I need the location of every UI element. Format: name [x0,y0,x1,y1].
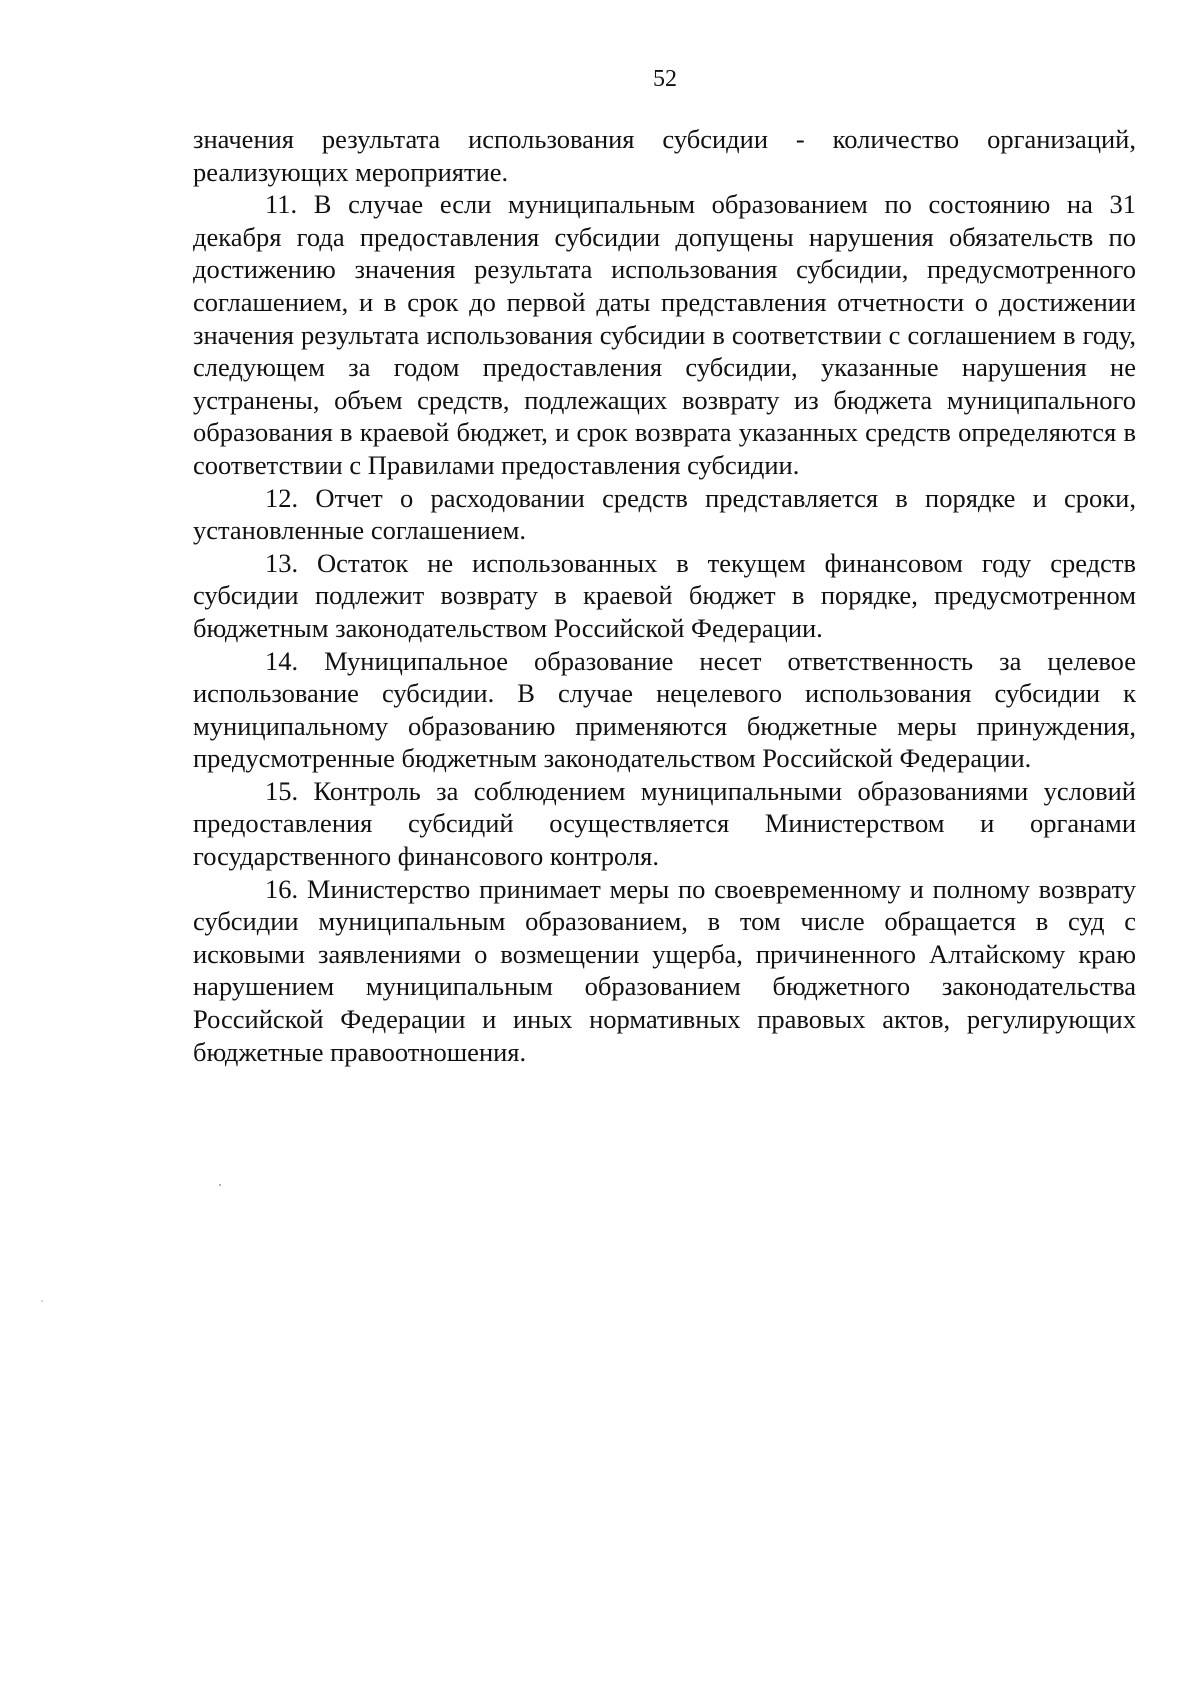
paragraph-item-13: 13. Остаток не использованных в текущем финансовом году средств субсидии подлежит возврату в краевой бюджет в порядке, предусмотренном бюджетным законодательством Российской Федерации. [193,547,1136,643]
paragraph-item-12: 12. Отчет о расходовании средств представляется в порядке и сроки, установленные соглашением. [193,482,1136,546]
paragraph-continuation: значения результата использования субсидии - количество организаций, реализующих мероприятие. [193,124,1136,187]
document-body [193,123,1136,1068]
scan-speck [219,1184,221,1186]
paragraph-item-14: 14. Муниципальное образование несет ответственность за целевое использование субсидии. В случае нецелевого использования субсидии к муниципальному образованию применяются бюджетные меры принуждения, предусмотренные бюджетным законодательством Российской Федерации. [193,645,1136,774]
paragraph-item-11: 11. В случае если муниципальным образованием по состоянию на 31 декабря года предоставления субсидии допущены нарушения обязательств по достижению значения результата использования субсидии, предусмотренного соглашением, и в срок до первой даты представления отчетности о достижении значения результата использования субсидии в соответствии с соглашением в году, следующем за годом предоставления субсидии, указанные нарушения не устранены, объем средств, подлежащих возврату из бюджета муниципального образования в краевой бюджет, и срок возврата указанных средств определяются в соответствии с Правилами предоставления субсидии. [193,189,1136,480]
paragraph-item-15: 15. Контроль за соблюдением муниципальными образованиями условий предоставления субсидий осуществляется Министерством и органами государственного финансового контроля. [193,775,1136,872]
scan-speck [41,1300,43,1302]
paragraph-item-16: 16. Министерство принимает меры по своевременному и полному возврату субсидии муниципальным образованием, в том числе обращается в суд с исковыми заявлениями о возмещении ущерба, причиненного Алтайскому краю нарушением муниципальным образованием бюджетного законодательства Российской Федерации и иных нормативных правовых актов, регулирующих бюджетные правоотношения. [193,873,1136,1067]
page-number: 52 [653,66,677,92]
